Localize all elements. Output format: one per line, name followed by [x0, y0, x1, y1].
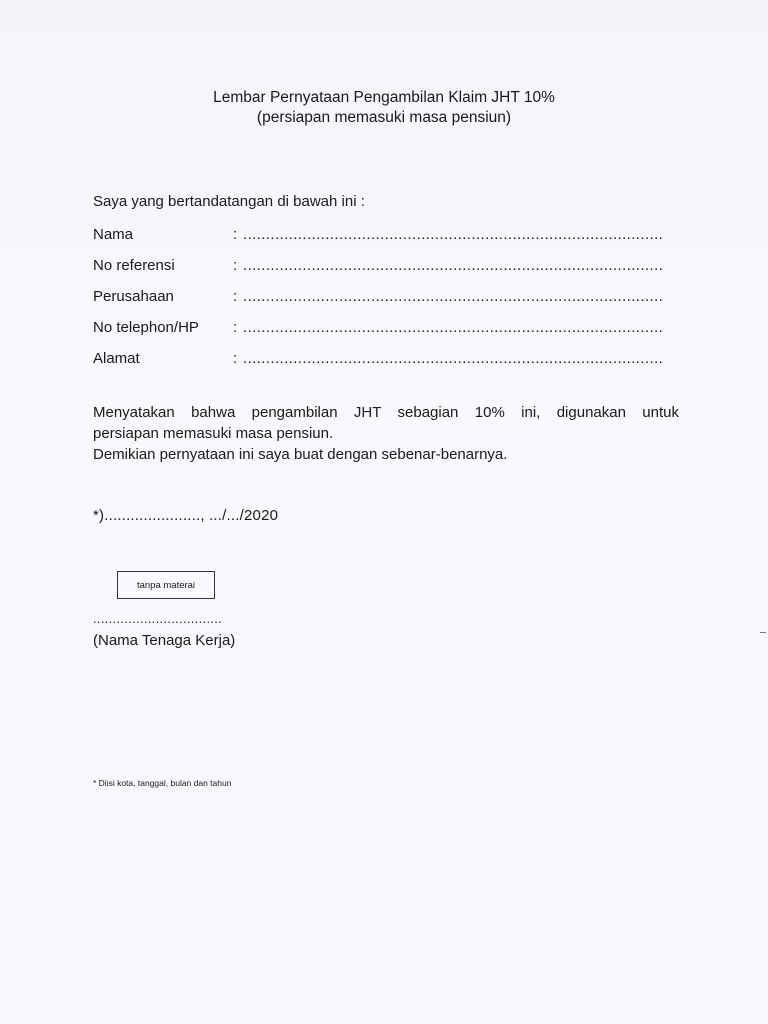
field-label-perusahaan: Perusahaan [93, 288, 174, 305]
signature-name: (Nama Tenaga Kerja) [93, 632, 236, 649]
field-blank-alamat: ............................................................................................ [243, 350, 664, 367]
field-label-no-telephon: No telephon/HP [93, 319, 199, 336]
field-colon: : [233, 288, 238, 305]
title-block [0, 88, 768, 128]
signature-line: ................................. [93, 611, 223, 626]
identity-fields [93, 226, 679, 381]
document-subtitle: (persiapan memasuki masa pensiun) [256, 109, 512, 126]
statement-line-3: Demikian pernyataan ini saya buat dengan sebenar-benarnya. [93, 446, 508, 463]
field-label-no-referensi: No referensi [93, 257, 175, 274]
footnote: * Diisi kota, tanggal, bulan dan tahun [93, 778, 232, 788]
field-row-nama [93, 226, 679, 257]
statement-line-2: persiapan memasuki masa pensiun. [93, 425, 334, 442]
field-row-perusahaan [93, 288, 679, 319]
field-blank-nama: ............................................................................................ [243, 226, 664, 243]
materai-label: tanpa materai [136, 579, 196, 591]
document-title: Lembar Pernyataan Pengambilan Klaim JHT 10% [213, 89, 555, 106]
field-blank-no-referensi: ............................................................................................ [243, 257, 664, 274]
statement-line-1: Menyatakan bahwa pengambilan JHT sebagian 10% ini, digunakan untuk [93, 404, 679, 421]
field-row-no-telephon [93, 319, 679, 350]
field-row-no-referensi [93, 257, 679, 288]
field-colon: : [233, 319, 238, 336]
statement-paragraph [93, 402, 679, 465]
field-label-nama: Nama [93, 226, 134, 243]
materai-box [117, 571, 215, 599]
field-colon: : [233, 226, 238, 243]
scan-edge-mark [760, 632, 766, 633]
field-blank-perusahaan: ............................................................................................ [243, 288, 664, 305]
field-blank-no-telephon: ............................................................................................ [243, 319, 664, 336]
field-colon: : [233, 257, 238, 274]
place-date-line: *)......................, .../.../2020 [93, 507, 279, 524]
intro-text: Saya yang bertandatangan di bawah ini : [93, 193, 365, 210]
field-label-alamat: Alamat [93, 350, 140, 367]
field-row-alamat [93, 350, 679, 381]
field-colon: : [233, 350, 238, 367]
